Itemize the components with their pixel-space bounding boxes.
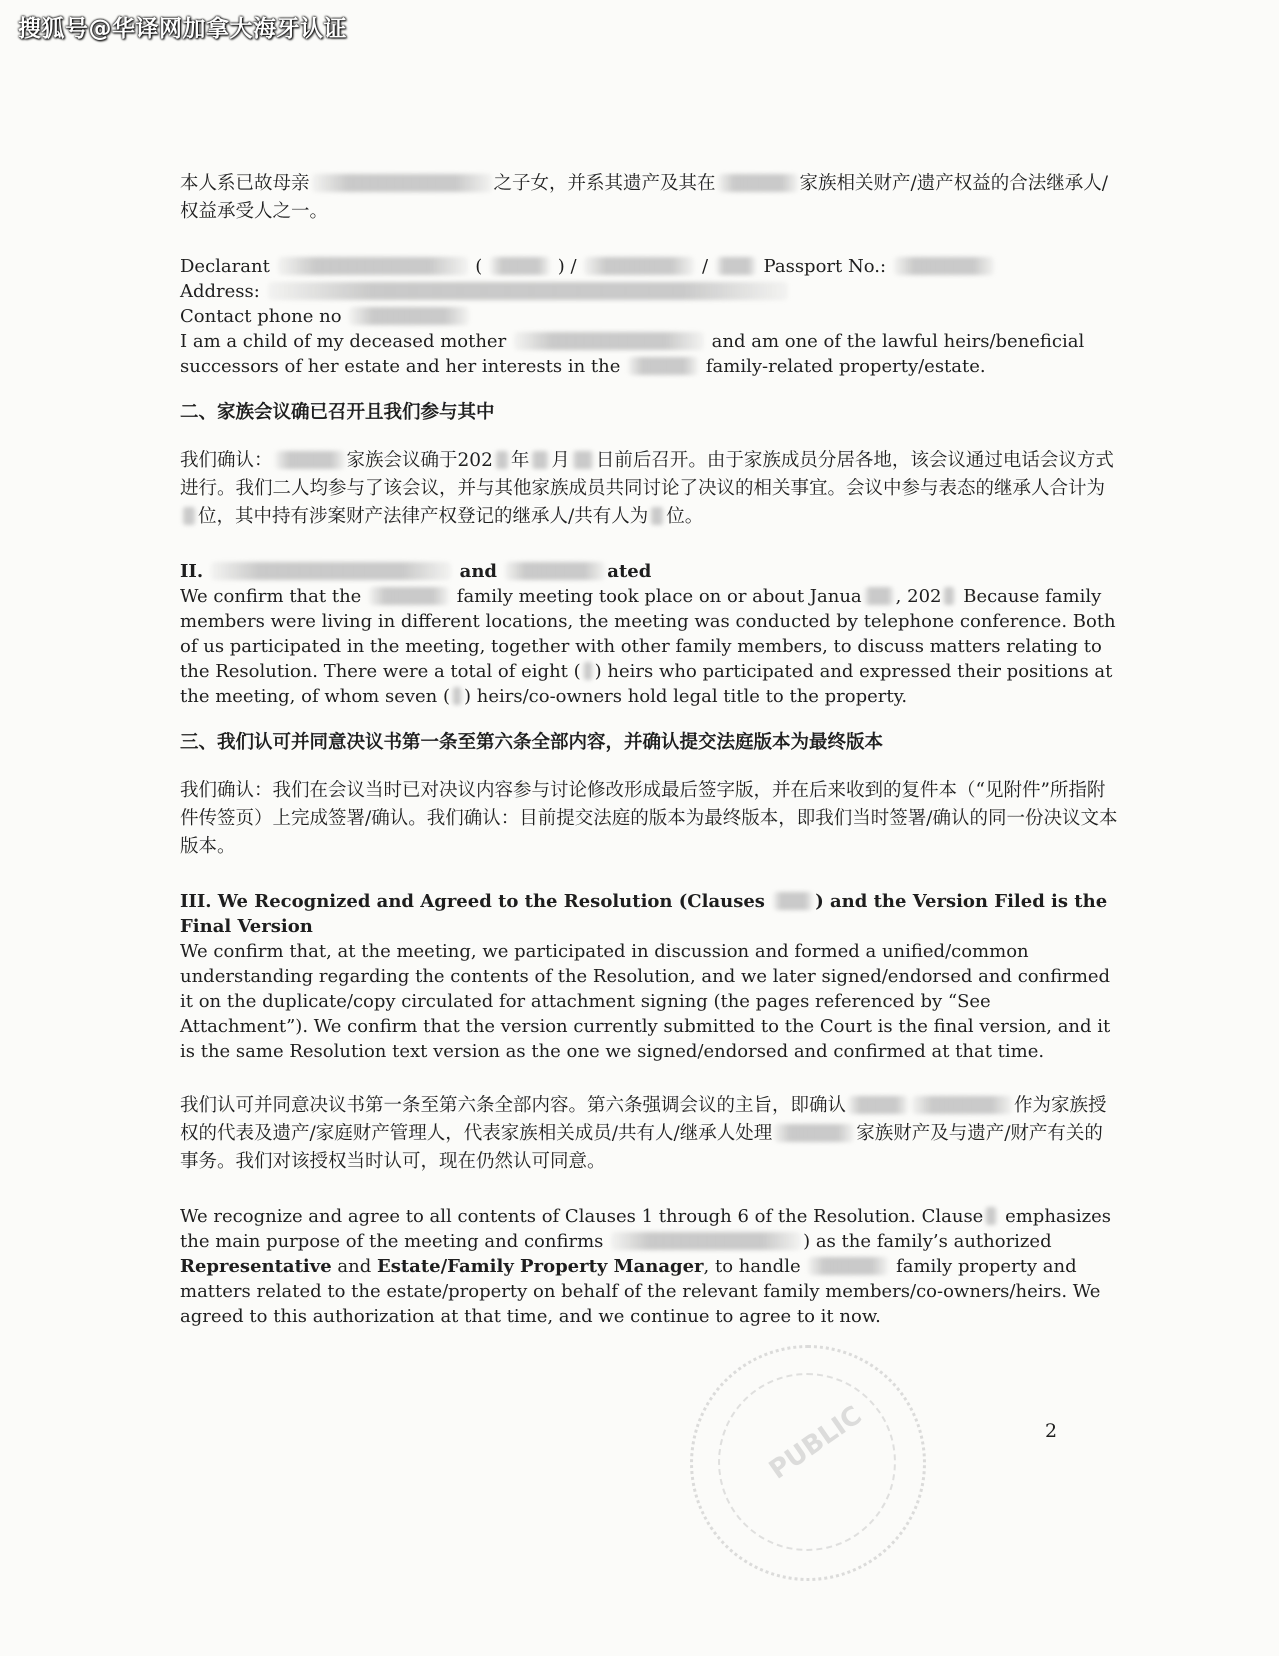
s2-en-a: We confirm that the — [180, 586, 362, 607]
s2-zh-c: 年 — [510, 450, 530, 471]
section-2-heading-zh: 二、家族会议确已召开且我们参与其中 — [180, 402, 495, 423]
s2-zh-b: 家族会议确于 — [346, 450, 458, 471]
intro-zh-c: 家族相关财产/遗产权益的合法继承人/权益承受人之一。 — [180, 173, 1108, 222]
s3-en2-bold1: Representative — [180, 1256, 332, 1277]
page-number: 2 — [1045, 1420, 1058, 1442]
redaction — [268, 282, 788, 300]
redaction — [848, 1096, 908, 1114]
s3-en2-b: emphasizes the main purpose of the meeting and confirms — [180, 1206, 1112, 1252]
s3-en-heading-b: ) and the Version Filed is the Final Version — [180, 891, 1108, 937]
section-2-body-en — [180, 584, 1120, 709]
intro-en-a: I am a child of my deceased mother — [180, 331, 507, 352]
redaction — [894, 257, 994, 275]
address-label: Address: — [180, 281, 260, 302]
s2-en-heading-c: ated — [607, 561, 652, 582]
redaction — [650, 507, 664, 525]
redaction — [505, 562, 605, 580]
contact-line — [180, 304, 1120, 329]
redaction — [774, 1124, 854, 1142]
redaction — [943, 587, 955, 605]
s2-en-heading-b: and — [459, 561, 498, 582]
s2-en-d: Because family members were living in different locations, the meeting was conducted by telephone conference. Both of us participated in the meeting, together with other family members, to discuss matters relating to the Resolution. There were a total of eight ( — [180, 586, 1116, 682]
intro-zh — [180, 170, 1120, 226]
s2-en-b: family meeting took place on or about Janua — [456, 586, 862, 607]
s2-zh-d: 月 — [551, 450, 570, 471]
s3-en2-d: , to handle — [703, 1256, 801, 1277]
intro-en-c: family-related property/estate. — [705, 356, 986, 377]
declarant-line: Declarant ( ) / / Passport No.: — [180, 254, 1120, 279]
intro-zh-a: 本人系已故母亲 — [180, 173, 310, 194]
s3-en2-c: ) as the family’s authorized — [803, 1231, 1052, 1252]
redaction — [275, 451, 345, 469]
redaction — [718, 174, 798, 192]
notary-seal — [690, 1345, 926, 1581]
address-line — [180, 279, 1120, 304]
redaction — [182, 507, 196, 525]
document-page — [180, 170, 1120, 1329]
watermark-text: 搜狐号@华译网加拿大海牙认证 — [18, 16, 347, 42]
redaction — [808, 1257, 888, 1275]
notary-seal-text: PUBLIC — [763, 1400, 868, 1486]
s3-en2-e: family property and matters related to the estate/property on behalf of the relevant family members/co-owners/heirs. We agreed to this authorization at that time, and we continue to agree to it now. — [180, 1256, 1101, 1327]
redaction — [349, 307, 469, 325]
section-3-body-en: We confirm that, at the meeting, we participated in discussion and formed a unified/common understanding regarding the contents of the Resolution, and we later signed/endorsed and confirmed it on the duplicate/copy circulated for attachment signing (the pages referenced by “See Attachment”). We confirm that the version currently submitted to the Court is the final version, and it is the same Resolution text version as the one we signed/endorsed and confirmed at that time. — [180, 941, 1111, 1062]
redaction — [584, 257, 694, 275]
section-2-body-zh — [180, 447, 1120, 531]
section-3-body-zh: 我们确认：我们在会议当时已对决议内容参与讨论修改形成最后签字版，并在后来收到的复件本（“见附件”所指附件传签页）上完成签署/确认。我们确认：目前提交法庭的版本为最终版本，即我们当时签署/确认的同一份决议文本版本。 — [180, 780, 1118, 857]
redaction — [514, 332, 704, 350]
redaction — [211, 562, 451, 580]
redaction — [864, 587, 894, 605]
s2-zh-e: 日前后召开。由于家族成员分居各地，该会议通过电话会议方式进行。我们二人均参与了该会议，并与其他家族成员共同讨论了决议的相关事宜。会议中参与表态的继承人合计为 — [180, 450, 1114, 499]
s3-en2-a: We recognize and agree to all contents of Clauses 1 through 6 of the Resolution. Clause — [180, 1206, 984, 1227]
redaction — [611, 1232, 801, 1250]
section-3-body2-en — [180, 1204, 1120, 1329]
redaction — [312, 174, 492, 192]
s2-en-heading-a: II. — [180, 561, 204, 582]
s3-en2-and: and — [337, 1256, 372, 1277]
section-2-heading-en — [180, 559, 1120, 584]
s2-en-e: ) heirs who participated and expressed their positions at the meeting, of whom seven ( — [180, 661, 1113, 707]
redaction — [912, 1096, 1012, 1114]
redaction — [572, 451, 594, 469]
s2-zh-year: 202 — [457, 450, 493, 471]
redaction — [985, 1207, 997, 1225]
redaction — [369, 587, 449, 605]
redaction — [716, 257, 756, 275]
redaction — [495, 451, 509, 469]
intro-zh-b: 之子女，并系其遗产及其在 — [493, 173, 716, 194]
intro-en-b: and am one of the lawful heirs/beneficial successors of her estate and her interests in the — [180, 331, 1085, 377]
s2-en-c: , 202 — [895, 586, 942, 607]
redaction — [531, 451, 549, 469]
section-3-heading-zh: 三、我们认可并同意决议书第一条至第六条全部内容，并确认提交法庭版本为最终版本 — [180, 732, 884, 753]
section-3-heading-en — [180, 889, 1120, 939]
s3-en2-bold2: Estate/Family Property Manager — [376, 1256, 704, 1277]
s3-zh2-a: 我们认可并同意决议书第一条至第六条全部内容。第六条强调会议的主旨，即确认 — [180, 1095, 847, 1116]
intro-en — [180, 329, 1120, 379]
s3-zh2-c: 家族财产及与遗产/财产有关的事务。我们对该授权当时认可，现在仍然认可同意。 — [180, 1123, 1103, 1172]
s2-zh-f: 位，其中持有涉案财产法律产权登记的继承人/共有人为 — [198, 506, 649, 527]
redaction — [773, 892, 813, 910]
s3-zh2-b: 作为家族授权的代表及遗产/家庭财产管理人，代表家族相关成员/共有人/继承人处理 — [180, 1095, 1107, 1144]
passport-label: Passport No.: — [763, 256, 887, 277]
s2-zh-g: 位。 — [666, 506, 704, 527]
redaction — [278, 257, 468, 275]
section-3-body2-zh — [180, 1092, 1120, 1176]
redaction — [452, 687, 462, 705]
redaction — [490, 257, 550, 275]
declarant-label: Declarant — [180, 256, 270, 277]
s2-zh-a: 我们确认： — [180, 450, 273, 471]
s2-en-f: ) heirs/co-owners hold legal title to the property. — [464, 686, 908, 707]
s3-en-heading-a: III. We Recognized and Agreed to the Resolution (Clauses — [180, 891, 765, 912]
contact-label: Contact phone no — [180, 306, 342, 327]
redaction — [628, 357, 698, 375]
redaction — [583, 662, 593, 680]
